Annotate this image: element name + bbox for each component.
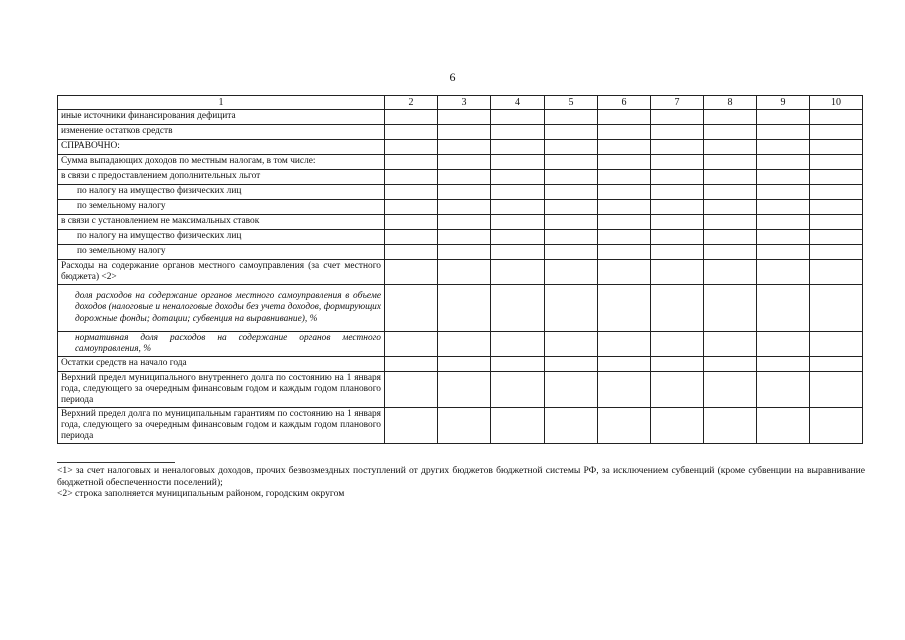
- table-cell: [651, 285, 704, 332]
- table-row: [58, 140, 863, 155]
- row-label: по налогу на имущество физических лиц: [58, 185, 385, 200]
- table-cell: [598, 125, 651, 140]
- row-label: нормативная доля расходов на содержание органов местного самоуправления, %: [58, 332, 385, 357]
- table-cell: [491, 408, 545, 444]
- column-header: 5: [545, 96, 598, 110]
- row-label: по земельному налогу: [58, 245, 385, 260]
- table-cell: [810, 260, 863, 285]
- table-cell: [757, 285, 810, 332]
- footnote-separator: [57, 462, 175, 463]
- table-cell: [810, 408, 863, 444]
- table-cell: [651, 332, 704, 357]
- column-header: 1: [58, 96, 385, 110]
- table-cell: [651, 185, 704, 200]
- table-cell: [598, 357, 651, 372]
- table-row: [58, 185, 863, 200]
- row-label: Верхний предел долга по муниципальным гарантиям по состоянию на 1 января года, следующего за очередным финансовым годом и каждым годом планового периода: [58, 408, 385, 444]
- table-cell: [598, 170, 651, 185]
- table-cell: [385, 140, 438, 155]
- table-cell: [385, 170, 438, 185]
- table-cell: [704, 215, 757, 230]
- table-cell: [810, 170, 863, 185]
- table-cell: [810, 215, 863, 230]
- footnote-2: <2> строка заполняется муниципальным районом, городским округом: [57, 488, 345, 499]
- table-cell: [598, 230, 651, 245]
- budget-table: [57, 95, 863, 444]
- column-header: 10: [810, 96, 863, 110]
- table-row: [58, 408, 863, 444]
- table-cell: [385, 185, 438, 200]
- row-label: Верхний предел муниципального внутреннего долга по состоянию на 1 января года, следующего за очередным финансовым годом и каждым годом планового периода: [58, 372, 385, 408]
- table-cell: [438, 125, 491, 140]
- table-row: [58, 125, 863, 140]
- table-cell: [810, 125, 863, 140]
- table-cell: [491, 332, 545, 357]
- table-cell: [438, 372, 491, 408]
- table-cell: [651, 408, 704, 444]
- column-header: 2: [385, 96, 438, 110]
- table-cell: [757, 110, 810, 125]
- table-cell: [491, 110, 545, 125]
- table-cell: [385, 230, 438, 245]
- table-row: [58, 215, 863, 230]
- table-cell: [598, 332, 651, 357]
- table-cell: [651, 260, 704, 285]
- footnotes: [57, 465, 865, 500]
- table-cell: [438, 155, 491, 170]
- table-cell: [598, 215, 651, 230]
- table-cell: [757, 215, 810, 230]
- table-cell: [598, 372, 651, 408]
- column-header: 8: [704, 96, 757, 110]
- table-row: [58, 245, 863, 260]
- table-cell: [704, 245, 757, 260]
- table-cell: [704, 125, 757, 140]
- table-row: [58, 155, 863, 170]
- table-cell: [598, 185, 651, 200]
- table-cell: [704, 110, 757, 125]
- table-cell: [491, 185, 545, 200]
- table-cell: [491, 200, 545, 215]
- table-cell: [704, 200, 757, 215]
- table-cell: [757, 332, 810, 357]
- table-cell: [491, 215, 545, 230]
- table-cell: [385, 260, 438, 285]
- table-cell: [651, 170, 704, 185]
- column-header: 7: [651, 96, 704, 110]
- row-label: в связи с предоставлением дополнительных льгот: [58, 170, 385, 185]
- table-cell: [545, 260, 598, 285]
- table-header-row: [58, 96, 863, 110]
- table-cell: [598, 140, 651, 155]
- row-label: по земельному налогу: [58, 200, 385, 215]
- table-cell: [757, 245, 810, 260]
- table-cell: [704, 357, 757, 372]
- table-cell: [491, 125, 545, 140]
- row-label: в связи с установлением не максимальных ставок: [58, 215, 385, 230]
- table-cell: [545, 155, 598, 170]
- table-cell: [438, 285, 491, 332]
- table-cell: [491, 260, 545, 285]
- table-cell: [757, 200, 810, 215]
- table-cell: [810, 200, 863, 215]
- table-cell: [651, 140, 704, 155]
- table-cell: [598, 245, 651, 260]
- table-cell: [438, 170, 491, 185]
- table-cell: [651, 357, 704, 372]
- table-cell: [545, 110, 598, 125]
- table-cell: [704, 372, 757, 408]
- table-cell: [491, 285, 545, 332]
- table-cell: [438, 215, 491, 230]
- table-cell: [438, 408, 491, 444]
- table-cell: [757, 140, 810, 155]
- table-cell: [757, 372, 810, 408]
- table-cell: [545, 140, 598, 155]
- table-cell: [757, 170, 810, 185]
- table-cell: [438, 200, 491, 215]
- row-label: Остатки средств на начало года: [58, 357, 385, 372]
- table-cell: [385, 155, 438, 170]
- table-cell: [810, 245, 863, 260]
- table-cell: [651, 155, 704, 170]
- table-cell: [385, 372, 438, 408]
- table-cell: [545, 408, 598, 444]
- table-cell: [810, 285, 863, 332]
- table-row: [58, 170, 863, 185]
- row-label: иные источники финансирования дефицита: [58, 110, 385, 125]
- footnote-1: <1> за счет налоговых и неналоговых доходов, прочих безвозмездных поступлений от других бюджетов бюджетной системы РФ, за исключением субвенций (кроме субвенции на выравнивание бюджетной обеспеченности поселений);: [57, 465, 865, 488]
- table-cell: [545, 357, 598, 372]
- table-cell: [545, 285, 598, 332]
- table-cell: [545, 215, 598, 230]
- table-cell: [598, 260, 651, 285]
- table-row: [58, 285, 863, 332]
- table-cell: [704, 260, 757, 285]
- table-cell: [651, 200, 704, 215]
- table-cell: [810, 357, 863, 372]
- table-cell: [491, 140, 545, 155]
- table-cell: [598, 155, 651, 170]
- table-cell: [704, 185, 757, 200]
- table-row: [58, 200, 863, 215]
- column-header: 6: [598, 96, 651, 110]
- table-cell: [438, 140, 491, 155]
- table-row: [58, 230, 863, 245]
- table-cell: [651, 110, 704, 125]
- table-cell: [385, 110, 438, 125]
- table-cell: [704, 140, 757, 155]
- page-number: 6: [449, 70, 456, 84]
- table-cell: [491, 170, 545, 185]
- column-header: 9: [757, 96, 810, 110]
- table-cell: [704, 408, 757, 444]
- table-cell: [385, 245, 438, 260]
- row-label: изменение остатков средств: [58, 125, 385, 140]
- table-cell: [757, 260, 810, 285]
- table-cell: [598, 285, 651, 332]
- table-cell: [438, 332, 491, 357]
- table-cell: [438, 245, 491, 260]
- table-row: [58, 357, 863, 372]
- column-header: 4: [491, 96, 545, 110]
- table-cell: [385, 357, 438, 372]
- table-cell: [651, 372, 704, 408]
- table-cell: [385, 215, 438, 230]
- table-cell: [545, 372, 598, 408]
- row-label: по налогу на имущество физических лиц: [58, 230, 385, 245]
- table-cell: [385, 332, 438, 357]
- table-row: [58, 332, 863, 357]
- table-cell: [491, 230, 545, 245]
- table-cell: [438, 110, 491, 125]
- table-row: [58, 110, 863, 125]
- table-cell: [438, 230, 491, 245]
- table-cell: [598, 110, 651, 125]
- table-cell: [651, 245, 704, 260]
- table-cell: [545, 200, 598, 215]
- table-cell: [438, 185, 491, 200]
- table-cell: [757, 155, 810, 170]
- table-row: [58, 260, 863, 285]
- table-cell: [810, 155, 863, 170]
- table-cell: [491, 357, 545, 372]
- table-cell: [385, 125, 438, 140]
- table-cell: [757, 230, 810, 245]
- table-cell: [651, 125, 704, 140]
- table-cell: [704, 155, 757, 170]
- table-cell: [757, 185, 810, 200]
- row-label: СПРАВОЧНО:: [58, 140, 385, 155]
- table-cell: [491, 372, 545, 408]
- table-cell: [438, 260, 491, 285]
- table-cell: [757, 125, 810, 140]
- table-cell: [598, 200, 651, 215]
- row-label: доля расходов на содержание органов местного самоуправления в объеме доходов (налоговые и неналоговые доходы без учета доходов, формирующих дорожные фонды; дотации; субвенция на выравнивание), %: [58, 285, 385, 332]
- table-cell: [704, 285, 757, 332]
- table-cell: [545, 332, 598, 357]
- table-cell: [385, 200, 438, 215]
- table-cell: [651, 215, 704, 230]
- table-cell: [757, 357, 810, 372]
- table-cell: [810, 372, 863, 408]
- row-label: Сумма выпадающих доходов по местным налогам, в том числе:: [58, 155, 385, 170]
- table-cell: [810, 140, 863, 155]
- column-header: 3: [438, 96, 491, 110]
- table-cell: [810, 110, 863, 125]
- table-row: [58, 372, 863, 408]
- table-cell: [545, 230, 598, 245]
- table-cell: [651, 230, 704, 245]
- table-cell: [598, 408, 651, 444]
- table-cell: [438, 357, 491, 372]
- row-label: Расходы на содержание органов местного самоуправления (за счет местного бюджета) <2>: [58, 260, 385, 285]
- table-cell: [810, 332, 863, 357]
- table-cell: [545, 170, 598, 185]
- table-cell: [491, 155, 545, 170]
- table-cell: [757, 408, 810, 444]
- table-cell: [385, 285, 438, 332]
- table-cell: [704, 332, 757, 357]
- table-cell: [545, 185, 598, 200]
- table-cell: [385, 408, 438, 444]
- table-cell: [810, 230, 863, 245]
- table-cell: [810, 185, 863, 200]
- table-cell: [545, 125, 598, 140]
- table-cell: [704, 170, 757, 185]
- table-cell: [545, 245, 598, 260]
- table-cell: [491, 245, 545, 260]
- table-cell: [704, 230, 757, 245]
